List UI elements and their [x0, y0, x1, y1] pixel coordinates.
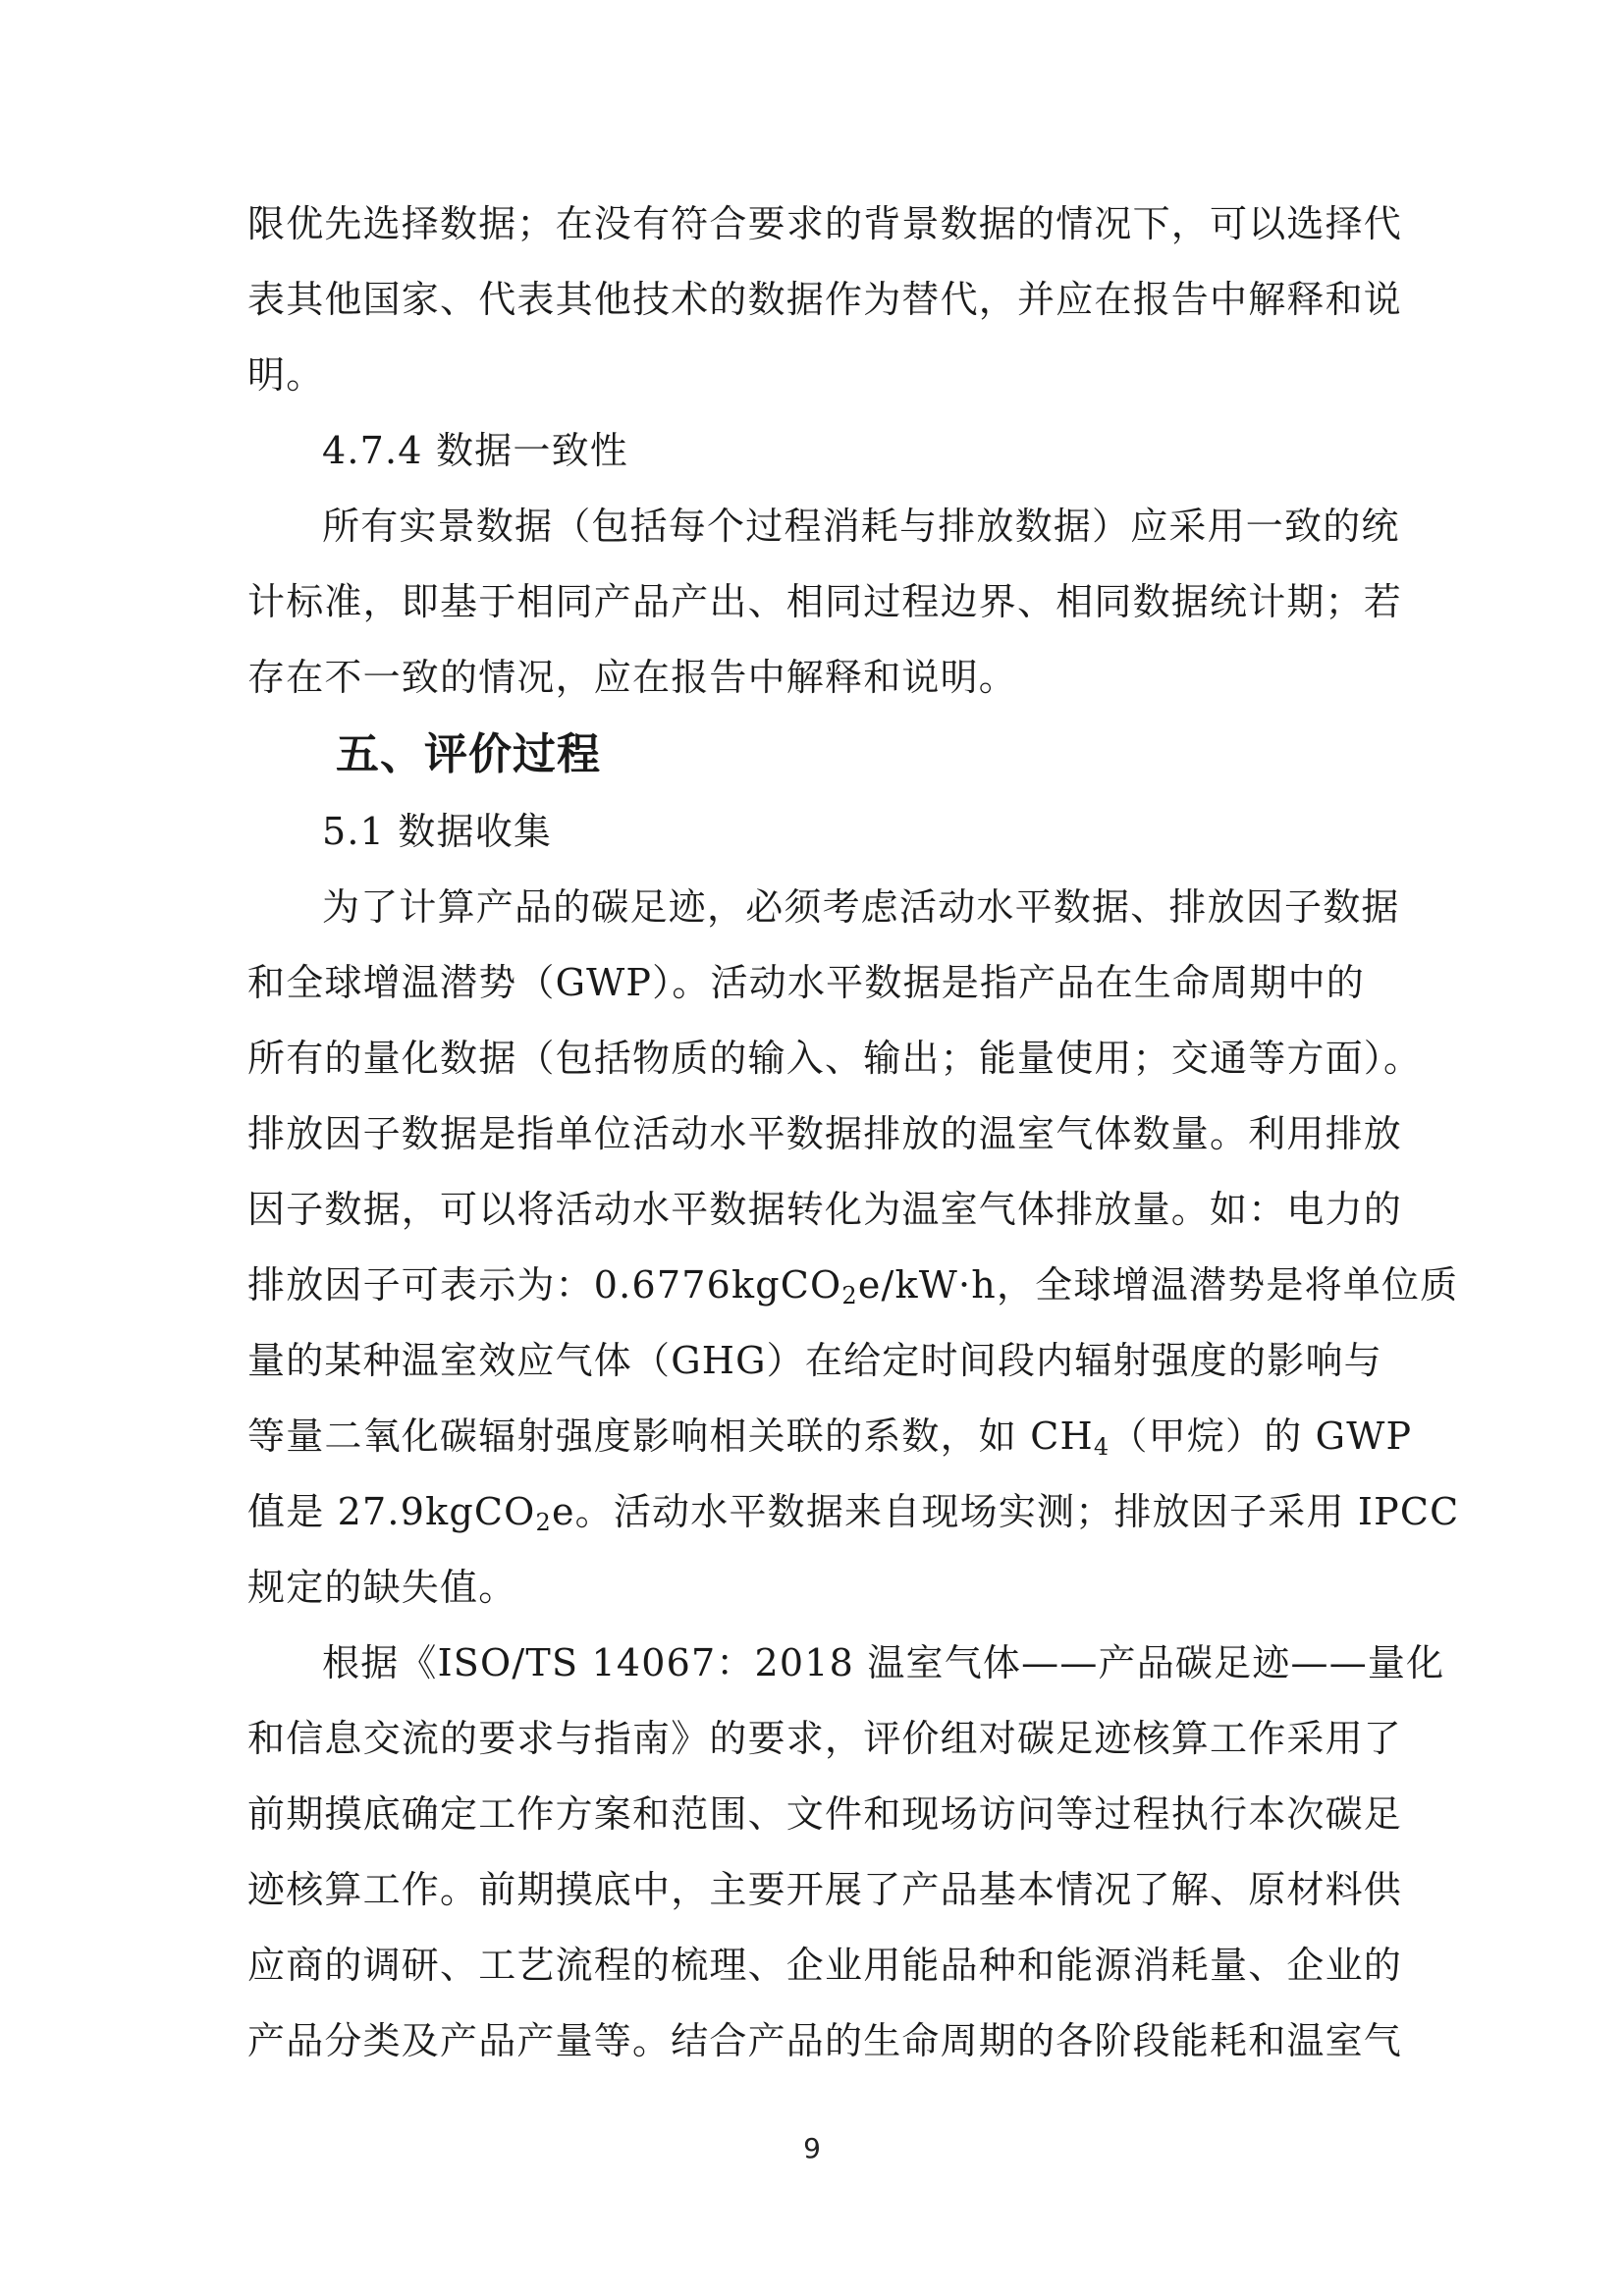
text-line-gwp-value [247, 1474, 1460, 1550]
text-line: 因子数据，可以将活动水平数据转化为温室气体排放量。如：电力的 [247, 1188, 1403, 1231]
text-line: 为了计算产品的碳足迹，必须考虑活动水平数据、排放因子数据 [322, 885, 1400, 929]
text-line: 表其他国家、代表其他技术的数据作为替代，并应在报告中解释和说 [247, 278, 1403, 321]
document-page [247, 187, 1460, 2079]
text-line: 计标准，即基于相同产品产出、相同过程边界、相同数据统计期；若 [247, 580, 1403, 623]
page-number: 9 [803, 2132, 821, 2164]
text-line: 前期摸底确定工作方案和范围、文件和现场访问等过程执行本次碳足 [247, 1792, 1403, 1836]
text-segment: （甲烷）的 GWP [1110, 1415, 1413, 1458]
paragraph-data-collection [247, 870, 1460, 1626]
paragraph-data-consistency [247, 489, 1403, 716]
subscript: 4 [1093, 1433, 1110, 1461]
subscript: 2 [535, 1509, 552, 1536]
text-line: 产品分类及产品产量等。结合产品的生命周期的各阶段能耗和温室气 [247, 2019, 1403, 2062]
subsection-heading-5-1: 5.1 数据收集 [322, 810, 553, 853]
text-line: 根据《ISO/TS 14067：2018 温室气体——产品碳足迹——量化 [322, 1641, 1445, 1684]
text-segment: 值是 27.9kgCO [247, 1490, 536, 1533]
text-segment: e/kW·h，全球增温潜势是将单位质 [857, 1263, 1459, 1307]
text-line: 应商的调研、工艺流程的梳理、企业用能品种和能源消耗量、企业的 [247, 1944, 1403, 1987]
text-line: 和信息交流的要求与指南》的要求，评价组对碳足迹核算工作采用了 [247, 1717, 1403, 1760]
text-segment: e。活动水平数据来自现场实测；排放因子采用 IPCC [551, 1490, 1460, 1533]
text-line: 量的某种温室效应气体（GHG）在给定时间段内辐射强度的影响与 [247, 1339, 1382, 1382]
text-line: 所有实景数据（包括每个过程消耗与排放数据）应采用一致的统 [322, 505, 1400, 548]
subscript: 2 [841, 1282, 858, 1309]
section-heading: 五、评价过程 [336, 729, 601, 779]
text-segment: 等量二氧化碳辐射强度影响相关联的系数，如 CH [247, 1415, 1094, 1458]
text-line: 规定的缺失值。 [247, 1566, 517, 1609]
text-line: 排放因子数据是指单位活动水平数据排放的温室气体数量。利用排放 [247, 1112, 1403, 1155]
text-segment: 排放因子可表示为：0.6776kgCO [247, 1263, 842, 1307]
text-line-emission-factor [247, 1248, 1459, 1323]
text-line-ch4 [247, 1399, 1413, 1474]
text-line: 明。 [247, 353, 325, 397]
text-line: 限优先选择数据；在没有符合要求的背景数据的情况下，可以选择代 [247, 202, 1403, 245]
text-line: 所有的量化数据（包括物质的输入、输出；能量使用；交通等方面）。 [247, 1037, 1423, 1080]
paragraph-background-data [247, 187, 1403, 413]
paragraph-standard-procedure [247, 1626, 1445, 2079]
text-line: 和全球增温潜势（GWP）。活动水平数据是指产品在生命周期中的 [247, 961, 1365, 1004]
text-line: 迹核算工作。前期摸底中，主要开展了产品基本情况了解、原材料供 [247, 1868, 1403, 1911]
text-line: 存在不一致的情况，应在报告中解释和说明。 [247, 656, 1018, 699]
subsection-heading-4-7-4: 4.7.4 数据一致性 [322, 429, 628, 472]
